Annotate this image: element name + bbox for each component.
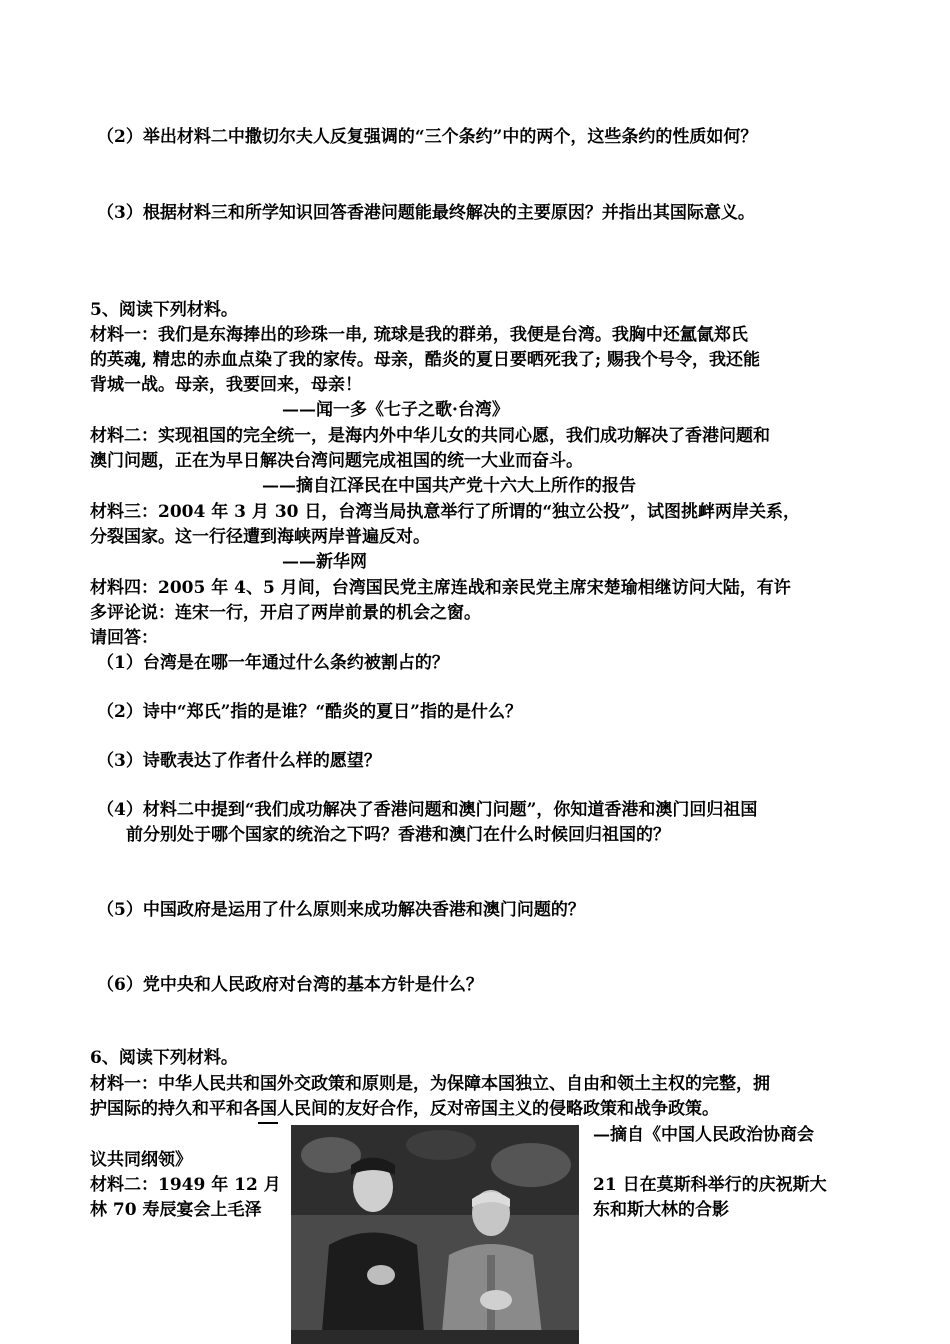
material-1-line: 的英魂, 精忠的赤血点染了我的家传。母亲，酷炎的夏日要晒死我了; 赐我个号令，我还能 (90, 350, 761, 370)
question-2-prev: （2）举出材料二中撒切尔夫人反复强调的“三个条约”中的两个，这些条约的性质如何？ (97, 127, 758, 147)
question-6: （6）党中央和人民政府对台湾的基本方针是什么？ (97, 975, 483, 995)
source-dash (258, 1122, 278, 1124)
s6-material-1-line: 材料一：中华人民共和国外交政策和原则是，为保障本国独立、自由和领土主权的完整，拥 (90, 1074, 770, 1094)
material-3-source: ——新华网 (282, 552, 367, 572)
material-2-source: ——摘自江泽民在中国共产党十六大上所作的报告 (262, 476, 636, 496)
question-3-prev: （3）根据材料三和所学知识回答香港问题能最终解决的主要原因？并指出其国际意义。 (97, 203, 755, 223)
photo-illustration (291, 1125, 579, 1344)
material-4-line: 多评论说：连宋一行，开启了两岸前景的机会之窗。 (90, 603, 481, 623)
material-3-line: 材料三：2004 年 3 月 30 日，台湾当局执意举行了所谓的“独立公投”，试图挑衅两岸关系， (90, 502, 800, 522)
historical-photo (291, 1125, 579, 1344)
s6-material-1-line: 护国际的持久和平和各国人民间的友好合作，反对帝国主义的侵略政策和战争政策。 (90, 1099, 719, 1119)
material-1-line: 材料一：我们是东海捧出的珍珠一串, 琉球是我的群弟，我便是台湾。我胸中还氲氤郑氏 (90, 325, 748, 345)
question-4: （4）材料二中提到“我们成功解决了香港问题和澳门问题”，你知道香港和澳门回归祖国 (97, 800, 758, 820)
answer-prompt: 请回答： (90, 628, 158, 648)
material-2-line: 材料二：实现祖国的完全统一，是海内外中华儿女的共同心愿，我们成功解决了香港问题和 (90, 426, 770, 446)
s6-material-1-source-cont: 议共同纲领》 (90, 1150, 192, 1170)
material-1-line: 背城一战。母亲，我要回来，母亲！ (90, 375, 362, 395)
s6-material-1-source: —摘自《中国人民政治协商会 (593, 1125, 814, 1145)
s6-material-2-right: 21 日在莫斯科举行的庆祝斯大 (593, 1175, 827, 1195)
material-1-source: ——闻一多《七子之歌·台湾》 (282, 400, 509, 420)
s6-material-2-left: 林 70 寿辰宴会上毛泽 (90, 1200, 262, 1220)
question-3: （3）诗歌表达了作者什么样的愿望？ (97, 751, 381, 771)
question-1: （1）台湾是在哪一年通过什么条约被割占的？ (97, 653, 449, 673)
material-2-line: 澳门问题，正在为早日解决台湾问题完成祖国的统一大业而奋斗。 (90, 451, 583, 471)
section-6-title: 6、阅读下列材料。 (90, 1048, 238, 1068)
s6-material-2-right: 东和斯大林的合影 (593, 1200, 729, 1220)
section-5-title: 5、阅读下列材料。 (90, 300, 238, 320)
material-4-line: 材料四：2005 年 4、5 月间，台湾国民党主席连战和亲民党主席宋楚瑜相继访问大陆，有许 (90, 578, 791, 598)
material-3-line: 分裂国家。这一行径遭到海峡两岸普遍反对。 (90, 527, 430, 547)
question-4-cont: 前分别处于哪个国家的统治之下吗？香港和澳门在什么时候回归祖国的？ (126, 825, 670, 845)
question-5: （5）中国政府是运用了什么原则来成功解决香港和澳门问题的？ (97, 900, 585, 920)
s6-material-2-left: 材料二：1949 年 12 月 (90, 1175, 281, 1195)
question-2: （2）诗中“郑氏”指的是谁？“酷炎的夏日”指的是什么？ (97, 702, 522, 722)
